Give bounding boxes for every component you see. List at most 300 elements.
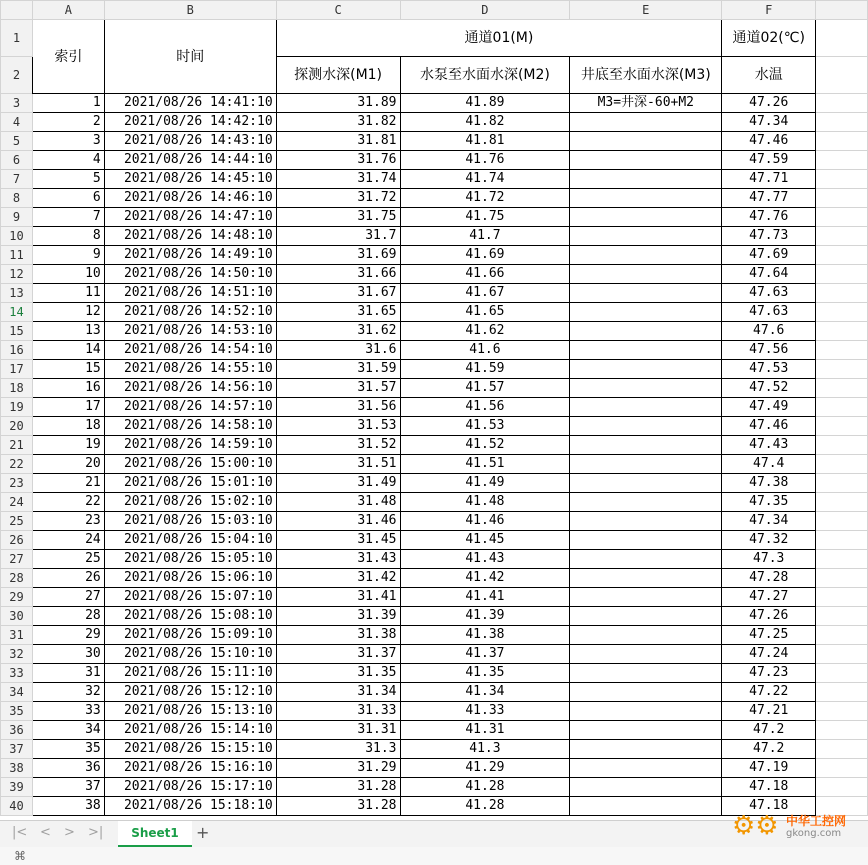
cell-well-depth[interactable] <box>570 702 722 721</box>
cell-pump-depth[interactable]: 41.75 <box>400 208 570 227</box>
cell-index[interactable]: 26 <box>32 569 104 588</box>
cell-water-temp[interactable]: 47.59 <box>722 151 816 170</box>
row-header[interactable]: 37 <box>1 740 33 759</box>
cell-probe-depth[interactable]: 31.45 <box>276 531 400 550</box>
row-header[interactable]: 34 <box>1 683 33 702</box>
table-row[interactable] <box>1 531 868 550</box>
cell-index[interactable]: 34 <box>32 721 104 740</box>
cell-probe-depth[interactable]: 31.75 <box>276 208 400 227</box>
row-header[interactable]: 40 <box>1 797 33 816</box>
row-header[interactable]: 23 <box>1 474 33 493</box>
row-header[interactable]: 15 <box>1 322 33 341</box>
cell-pump-depth[interactable]: 41.33 <box>400 702 570 721</box>
cell-time[interactable]: 2021/08/26 15:04:10 <box>104 531 276 550</box>
table-row[interactable] <box>1 550 868 569</box>
row-header[interactable]: 13 <box>1 284 33 303</box>
row-header[interactable]: 17 <box>1 360 33 379</box>
table-row[interactable] <box>1 322 868 341</box>
cell-index[interactable]: 22 <box>32 493 104 512</box>
cell-time[interactable]: 2021/08/26 14:53:10 <box>104 322 276 341</box>
column-header-blank[interactable] <box>816 1 868 20</box>
cell-well-depth[interactable] <box>570 740 722 759</box>
cell-pump-depth[interactable]: 41.42 <box>400 569 570 588</box>
cell-probe-depth[interactable]: 31.6 <box>276 341 400 360</box>
table-row[interactable] <box>1 284 868 303</box>
cell-time[interactable]: 2021/08/26 15:06:10 <box>104 569 276 588</box>
cell-index[interactable]: 14 <box>32 341 104 360</box>
cell-pump-depth[interactable]: 41.45 <box>400 531 570 550</box>
cell-time[interactable]: 2021/08/26 15:03:10 <box>104 512 276 531</box>
cell-pump-depth[interactable]: 41.38 <box>400 626 570 645</box>
cell-water-temp[interactable]: 47.56 <box>722 341 816 360</box>
empty-cell[interactable] <box>816 588 868 607</box>
cell-pump-depth[interactable]: 41.28 <box>400 778 570 797</box>
cell-time[interactable]: 2021/08/26 15:16:10 <box>104 759 276 778</box>
cell-water-temp[interactable]: 47.46 <box>722 132 816 151</box>
column-header-c[interactable]: C <box>276 1 400 20</box>
empty-cell[interactable] <box>816 57 868 94</box>
row-header[interactable]: 36 <box>1 721 33 740</box>
table-row[interactable] <box>1 778 868 797</box>
cell-well-depth[interactable] <box>570 265 722 284</box>
column-header-d[interactable]: D <box>400 1 570 20</box>
cell-water-temp[interactable]: 47.73 <box>722 227 816 246</box>
cell-well-depth[interactable] <box>570 778 722 797</box>
cell-probe-depth[interactable]: 31.52 <box>276 436 400 455</box>
cell-well-depth[interactable] <box>570 550 722 569</box>
cell-pump-depth[interactable]: 41.62 <box>400 322 570 341</box>
empty-cell[interactable] <box>816 94 868 113</box>
cell-pump-depth[interactable]: 41.57 <box>400 379 570 398</box>
last-sheet-icon[interactable]: >| <box>88 825 104 840</box>
cell-time[interactable]: 2021/08/26 15:08:10 <box>104 607 276 626</box>
row-header[interactable]: 27 <box>1 550 33 569</box>
cell-index[interactable]: 5 <box>32 170 104 189</box>
cell-time[interactable]: 2021/08/26 15:18:10 <box>104 797 276 816</box>
header-probe-depth[interactable]: 探测水深(M1) <box>276 57 400 94</box>
column-header-a[interactable]: A <box>32 1 104 20</box>
table-row[interactable] <box>1 379 868 398</box>
table-row[interactable] <box>1 512 868 531</box>
cell-probe-depth[interactable]: 31.67 <box>276 284 400 303</box>
empty-cell[interactable] <box>816 607 868 626</box>
cell-water-temp[interactable]: 47.2 <box>722 721 816 740</box>
cell-water-temp[interactable]: 47.22 <box>722 683 816 702</box>
empty-cell[interactable] <box>816 265 868 284</box>
table-row[interactable] <box>1 721 868 740</box>
row-header[interactable]: 5 <box>1 132 33 151</box>
cell-pump-depth[interactable]: 41.6 <box>400 341 570 360</box>
cell-well-depth[interactable] <box>570 379 722 398</box>
cell-probe-depth[interactable]: 31.72 <box>276 189 400 208</box>
cell-time[interactable]: 2021/08/26 15:01:10 <box>104 474 276 493</box>
table-row[interactable] <box>1 626 868 645</box>
cell-time[interactable]: 2021/08/26 15:09:10 <box>104 626 276 645</box>
cell-water-temp[interactable]: 47.4 <box>722 455 816 474</box>
empty-cell[interactable] <box>816 645 868 664</box>
cell-well-depth[interactable] <box>570 474 722 493</box>
empty-cell[interactable] <box>816 474 868 493</box>
cell-water-temp[interactable]: 47.26 <box>722 607 816 626</box>
cell-probe-depth[interactable]: 31.53 <box>276 417 400 436</box>
row-header[interactable]: 29 <box>1 588 33 607</box>
add-sheet-button[interactable]: + <box>196 823 210 842</box>
cell-well-depth[interactable] <box>570 797 722 816</box>
header-channel01[interactable]: 通道01(M) <box>276 20 722 57</box>
table-row[interactable] <box>1 303 868 322</box>
cell-probe-depth[interactable]: 31.43 <box>276 550 400 569</box>
cell-pump-depth[interactable]: 41.34 <box>400 683 570 702</box>
cell-well-depth[interactable] <box>570 341 722 360</box>
row-header[interactable]: 28 <box>1 569 33 588</box>
header-index[interactable]: 索引 <box>32 20 104 94</box>
cell-index[interactable]: 8 <box>32 227 104 246</box>
empty-cell[interactable] <box>816 493 868 512</box>
cell-probe-depth[interactable]: 31.28 <box>276 797 400 816</box>
cell-pump-depth[interactable]: 41.49 <box>400 474 570 493</box>
cell-time[interactable]: 2021/08/26 14:42:10 <box>104 113 276 132</box>
cell-probe-depth[interactable]: 31.28 <box>276 778 400 797</box>
cell-well-depth[interactable] <box>570 645 722 664</box>
row-header[interactable]: 35 <box>1 702 33 721</box>
cell-water-temp[interactable]: 47.34 <box>722 512 816 531</box>
empty-cell[interactable] <box>816 322 868 341</box>
row-header[interactable]: 6 <box>1 151 33 170</box>
cell-water-temp[interactable]: 47.26 <box>722 94 816 113</box>
empty-cell[interactable] <box>816 436 868 455</box>
table-row[interactable] <box>1 341 868 360</box>
cell-water-temp[interactable]: 47.6 <box>722 322 816 341</box>
cell-water-temp[interactable]: 47.28 <box>722 569 816 588</box>
row-header[interactable]: 19 <box>1 398 33 417</box>
row-header[interactable]: 30 <box>1 607 33 626</box>
cell-time[interactable]: 2021/08/26 15:07:10 <box>104 588 276 607</box>
row-header[interactable]: 38 <box>1 759 33 778</box>
cell-pump-depth[interactable]: 41.52 <box>400 436 570 455</box>
empty-cell[interactable] <box>816 455 868 474</box>
empty-cell[interactable] <box>816 664 868 683</box>
cell-time[interactable]: 2021/08/26 14:59:10 <box>104 436 276 455</box>
table-row[interactable] <box>1 588 868 607</box>
row-header[interactable]: 21 <box>1 436 33 455</box>
row-header[interactable]: 8 <box>1 189 33 208</box>
empty-cell[interactable] <box>816 246 868 265</box>
table-row[interactable] <box>1 151 868 170</box>
cell-index[interactable]: 25 <box>32 550 104 569</box>
cell-index[interactable]: 10 <box>32 265 104 284</box>
first-sheet-icon[interactable]: |< <box>12 825 28 840</box>
cell-index[interactable]: 27 <box>32 588 104 607</box>
cell-water-temp[interactable]: 47.43 <box>722 436 816 455</box>
cell-pump-depth[interactable]: 41.29 <box>400 759 570 778</box>
cell-probe-depth[interactable]: 31.37 <box>276 645 400 664</box>
header-pump-depth[interactable]: 水泵至水面水深(M2) <box>400 57 570 94</box>
cell-index[interactable]: 1 <box>32 94 104 113</box>
cell-well-depth[interactable] <box>570 189 722 208</box>
empty-cell[interactable] <box>816 683 868 702</box>
row-header[interactable]: 9 <box>1 208 33 227</box>
header-time[interactable]: 时间 <box>104 20 276 94</box>
cell-index[interactable]: 3 <box>32 132 104 151</box>
cell-water-temp[interactable]: 47.34 <box>722 113 816 132</box>
cell-time[interactable]: 2021/08/26 15:14:10 <box>104 721 276 740</box>
cell-probe-depth[interactable]: 31.3 <box>276 740 400 759</box>
table-row[interactable] <box>1 227 868 246</box>
row-header[interactable]: 12 <box>1 265 33 284</box>
row-header[interactable]: 16 <box>1 341 33 360</box>
table-row[interactable] <box>1 208 868 227</box>
cell-water-temp[interactable]: 47.18 <box>722 778 816 797</box>
cell-time[interactable]: 2021/08/26 14:50:10 <box>104 265 276 284</box>
cell-water-temp[interactable]: 47.25 <box>722 626 816 645</box>
cell-water-temp[interactable]: 47.38 <box>722 474 816 493</box>
cell-well-depth[interactable] <box>570 588 722 607</box>
cell-well-depth[interactable] <box>570 569 722 588</box>
cell-well-depth[interactable] <box>570 208 722 227</box>
cell-pump-depth[interactable]: 41.65 <box>400 303 570 322</box>
cell-probe-depth[interactable]: 31.48 <box>276 493 400 512</box>
cell-pump-depth[interactable]: 41.66 <box>400 265 570 284</box>
cell-index[interactable]: 13 <box>32 322 104 341</box>
cell-time[interactable]: 2021/08/26 14:58:10 <box>104 417 276 436</box>
table-row[interactable] <box>1 569 868 588</box>
table-row[interactable] <box>1 455 868 474</box>
cell-pump-depth[interactable]: 41.48 <box>400 493 570 512</box>
row-header[interactable]: 7 <box>1 170 33 189</box>
row-header[interactable]: 14 <box>1 303 33 322</box>
cell-time[interactable]: 2021/08/26 14:46:10 <box>104 189 276 208</box>
empty-cell[interactable] <box>816 569 868 588</box>
cell-water-temp[interactable]: 47.64 <box>722 265 816 284</box>
column-header-b[interactable]: B <box>104 1 276 20</box>
cell-time[interactable]: 2021/08/26 14:52:10 <box>104 303 276 322</box>
cell-index[interactable]: 18 <box>32 417 104 436</box>
cell-well-depth[interactable] <box>570 360 722 379</box>
macro-record-icon[interactable]: ⌘ <box>14 849 26 863</box>
cell-water-temp[interactable]: 47.46 <box>722 417 816 436</box>
cell-probe-depth[interactable]: 31.29 <box>276 759 400 778</box>
cell-well-depth[interactable] <box>570 246 722 265</box>
cell-index[interactable]: 15 <box>32 360 104 379</box>
empty-cell[interactable] <box>816 550 868 569</box>
header-water-temp[interactable]: 水温 <box>722 57 816 94</box>
cell-pump-depth[interactable]: 41.39 <box>400 607 570 626</box>
cell-well-depth[interactable] <box>570 113 722 132</box>
empty-cell[interactable] <box>816 626 868 645</box>
cell-index[interactable]: 37 <box>32 778 104 797</box>
cell-well-depth[interactable] <box>570 664 722 683</box>
empty-cell[interactable] <box>816 132 868 151</box>
cell-probe-depth[interactable]: 31.66 <box>276 265 400 284</box>
cell-time[interactable]: 2021/08/26 14:45:10 <box>104 170 276 189</box>
cell-pump-depth[interactable]: 41.67 <box>400 284 570 303</box>
empty-cell[interactable] <box>816 20 868 57</box>
cell-pump-depth[interactable]: 41.53 <box>400 417 570 436</box>
cell-time[interactable]: 2021/08/26 14:56:10 <box>104 379 276 398</box>
cell-probe-depth[interactable]: 31.76 <box>276 151 400 170</box>
cell-index[interactable]: 28 <box>32 607 104 626</box>
cell-probe-depth[interactable]: 31.35 <box>276 664 400 683</box>
cell-well-depth[interactable] <box>570 151 722 170</box>
cell-index[interactable]: 6 <box>32 189 104 208</box>
cell-well-depth[interactable] <box>570 683 722 702</box>
table-row[interactable] <box>1 360 868 379</box>
table-row[interactable] <box>1 94 868 113</box>
row-header[interactable]: 26 <box>1 531 33 550</box>
cell-well-depth[interactable] <box>570 170 722 189</box>
cell-well-depth[interactable] <box>570 531 722 550</box>
cell-well-depth[interactable] <box>570 721 722 740</box>
cell-index[interactable]: 35 <box>32 740 104 759</box>
cell-pump-depth[interactable]: 41.81 <box>400 132 570 151</box>
empty-cell[interactable] <box>816 512 868 531</box>
cell-water-temp[interactable]: 47.3 <box>722 550 816 569</box>
empty-cell[interactable] <box>816 170 868 189</box>
cell-time[interactable]: 2021/08/26 14:54:10 <box>104 341 276 360</box>
cell-index[interactable]: 24 <box>32 531 104 550</box>
cell-water-temp[interactable]: 47.63 <box>722 284 816 303</box>
cell-index[interactable]: 2 <box>32 113 104 132</box>
cell-probe-depth[interactable]: 31.59 <box>276 360 400 379</box>
row-header[interactable]: 10 <box>1 227 33 246</box>
cell-pump-depth[interactable]: 41.69 <box>400 246 570 265</box>
cell-probe-depth[interactable]: 31.38 <box>276 626 400 645</box>
header-channel02[interactable]: 通道02(℃) <box>722 20 816 57</box>
column-header-f[interactable]: F <box>722 1 816 20</box>
cell-well-depth[interactable] <box>570 493 722 512</box>
cell-probe-depth[interactable]: 31.57 <box>276 379 400 398</box>
cell-time[interactable]: 2021/08/26 15:13:10 <box>104 702 276 721</box>
cell-pump-depth[interactable]: 41.43 <box>400 550 570 569</box>
cell-water-temp[interactable]: 47.21 <box>722 702 816 721</box>
cell-water-temp[interactable]: 47.35 <box>722 493 816 512</box>
cell-probe-depth[interactable]: 31.49 <box>276 474 400 493</box>
row-header[interactable]: 25 <box>1 512 33 531</box>
cell-index[interactable]: 7 <box>32 208 104 227</box>
cell-well-depth[interactable] <box>570 303 722 322</box>
cell-pump-depth[interactable]: 41.89 <box>400 94 570 113</box>
empty-cell[interactable] <box>816 702 868 721</box>
table-row[interactable] <box>1 645 868 664</box>
cell-time[interactable]: 2021/08/26 15:17:10 <box>104 778 276 797</box>
cell-probe-depth[interactable]: 31.7 <box>276 227 400 246</box>
empty-cell[interactable] <box>816 379 868 398</box>
cell-pump-depth[interactable]: 41.28 <box>400 797 570 816</box>
cell-time[interactable]: 2021/08/26 15:00:10 <box>104 455 276 474</box>
cell-pump-depth[interactable]: 41.46 <box>400 512 570 531</box>
cell-pump-depth[interactable]: 41.35 <box>400 664 570 683</box>
cell-time[interactable]: 2021/08/26 15:10:10 <box>104 645 276 664</box>
cell-pump-depth[interactable]: 41.56 <box>400 398 570 417</box>
cell-probe-depth[interactable]: 31.46 <box>276 512 400 531</box>
cell-index[interactable]: 36 <box>32 759 104 778</box>
row-header[interactable]: 31 <box>1 626 33 645</box>
cell-index[interactable]: 32 <box>32 683 104 702</box>
cell-pump-depth[interactable]: 41.76 <box>400 151 570 170</box>
cell-index[interactable]: 29 <box>32 626 104 645</box>
cell-time[interactable]: 2021/08/26 14:51:10 <box>104 284 276 303</box>
cell-probe-depth[interactable]: 31.74 <box>276 170 400 189</box>
cell-index[interactable]: 31 <box>32 664 104 683</box>
cell-index[interactable]: 19 <box>32 436 104 455</box>
table-row[interactable] <box>1 417 868 436</box>
cell-water-temp[interactable]: 47.49 <box>722 398 816 417</box>
cell-probe-depth[interactable]: 31.65 <box>276 303 400 322</box>
table-row[interactable] <box>1 740 868 759</box>
cell-index[interactable]: 16 <box>32 379 104 398</box>
cell-well-depth[interactable] <box>570 607 722 626</box>
cell-time[interactable]: 2021/08/26 15:12:10 <box>104 683 276 702</box>
empty-cell[interactable] <box>816 303 868 322</box>
cell-time[interactable]: 2021/08/26 15:15:10 <box>104 740 276 759</box>
cell-water-temp[interactable]: 47.63 <box>722 303 816 322</box>
cell-time[interactable]: 2021/08/26 14:48:10 <box>104 227 276 246</box>
cell-probe-depth[interactable]: 31.33 <box>276 702 400 721</box>
row-header[interactable]: 22 <box>1 455 33 474</box>
table-row[interactable] <box>1 132 868 151</box>
cell-probe-depth[interactable]: 31.34 <box>276 683 400 702</box>
empty-cell[interactable] <box>816 531 868 550</box>
cell-water-temp[interactable]: 47.53 <box>722 360 816 379</box>
cell-pump-depth[interactable]: 41.41 <box>400 588 570 607</box>
cell-time[interactable]: 2021/08/26 14:47:10 <box>104 208 276 227</box>
table-row[interactable] <box>1 170 868 189</box>
cell-well-depth[interactable] <box>570 759 722 778</box>
next-sheet-icon[interactable]: > <box>64 825 75 840</box>
cell-time[interactable]: 2021/08/26 15:11:10 <box>104 664 276 683</box>
cell-index[interactable]: 33 <box>32 702 104 721</box>
cell-water-temp[interactable]: 47.52 <box>722 379 816 398</box>
empty-cell[interactable] <box>816 341 868 360</box>
empty-cell[interactable] <box>816 113 868 132</box>
cell-probe-depth[interactable]: 31.39 <box>276 607 400 626</box>
cell-pump-depth[interactable]: 41.31 <box>400 721 570 740</box>
cell-index[interactable]: 21 <box>32 474 104 493</box>
row-header[interactable]: 24 <box>1 493 33 512</box>
table-row[interactable] <box>1 398 868 417</box>
row-header[interactable]: 20 <box>1 417 33 436</box>
row-header[interactable]: 18 <box>1 379 33 398</box>
cell-index[interactable]: 38 <box>32 797 104 816</box>
cell-probe-depth[interactable]: 31.81 <box>276 132 400 151</box>
cell-index[interactable]: 23 <box>32 512 104 531</box>
row-header[interactable]: 11 <box>1 246 33 265</box>
empty-cell[interactable] <box>816 208 868 227</box>
empty-cell[interactable] <box>816 227 868 246</box>
cell-well-depth[interactable] <box>570 322 722 341</box>
row-header-1[interactable]: 1 <box>1 20 33 57</box>
table-row[interactable] <box>1 113 868 132</box>
empty-cell[interactable] <box>816 284 868 303</box>
cell-index[interactable]: 17 <box>32 398 104 417</box>
table-row[interactable] <box>1 474 868 493</box>
cell-water-temp[interactable]: 47.19 <box>722 759 816 778</box>
table-row[interactable] <box>1 702 868 721</box>
cell-index[interactable]: 30 <box>32 645 104 664</box>
cell-time[interactable]: 2021/08/26 15:05:10 <box>104 550 276 569</box>
cell-pump-depth[interactable]: 41.7 <box>400 227 570 246</box>
cell-probe-depth[interactable]: 31.56 <box>276 398 400 417</box>
cell-probe-depth[interactable]: 31.42 <box>276 569 400 588</box>
empty-cell[interactable] <box>816 417 868 436</box>
cell-time[interactable]: 2021/08/26 14:55:10 <box>104 360 276 379</box>
header-well-depth[interactable]: 井底至水面水深(M3) <box>570 57 722 94</box>
cell-water-temp[interactable]: 47.27 <box>722 588 816 607</box>
row-header[interactable]: 33 <box>1 664 33 683</box>
table-row[interactable] <box>1 683 868 702</box>
select-all-corner[interactable] <box>1 1 33 20</box>
row-header[interactable]: 4 <box>1 113 33 132</box>
